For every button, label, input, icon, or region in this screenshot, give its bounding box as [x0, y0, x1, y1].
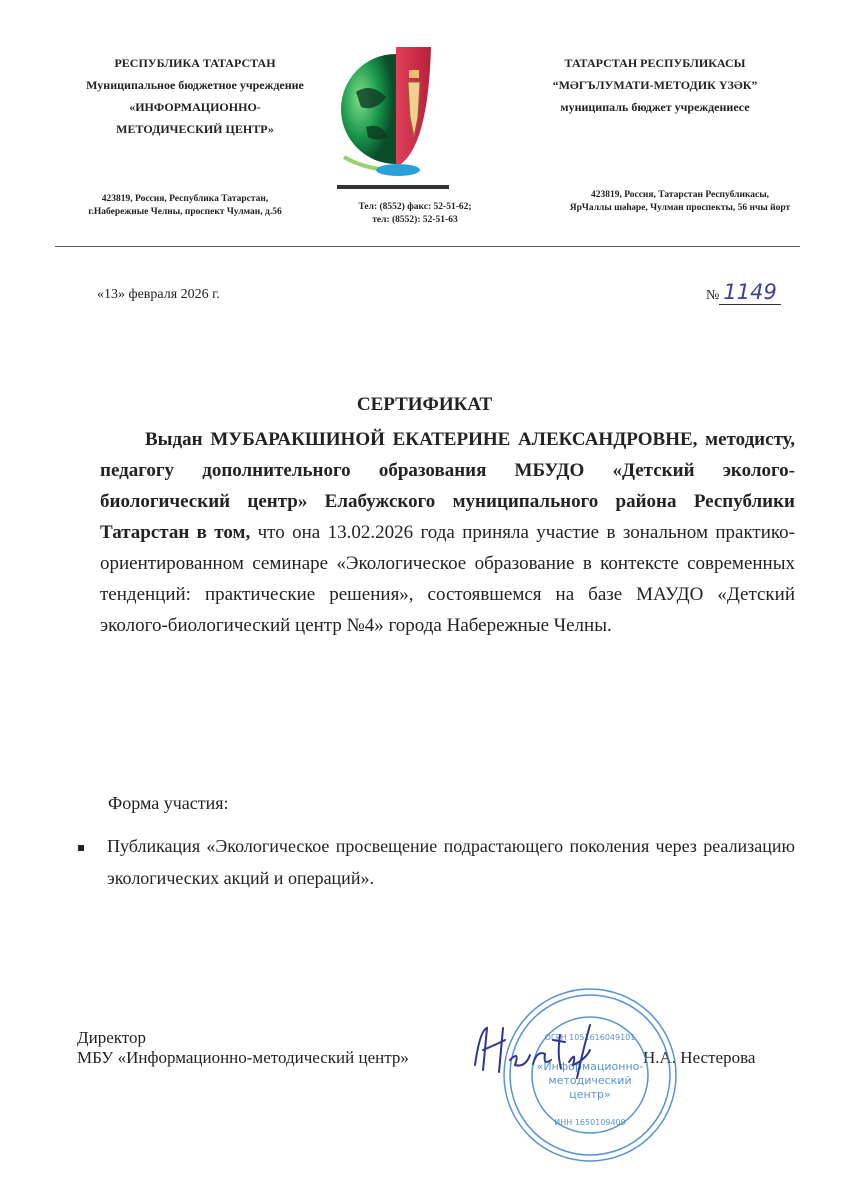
signer-position: Директор [77, 1028, 146, 1047]
header-left-line1: РЕСПУБЛИКА ТАТАРСТАН [114, 56, 276, 70]
header-right [525, 52, 785, 118]
phone-line: Тел: (8552) факс: 52-51-62; [358, 202, 472, 212]
organization-logo [336, 42, 456, 177]
body-bold: Выдан МУБАРАКШИНОЙ ЕКАТЕРИНЕ АЛЕКСАНДРОВНЕ, методисту, педагогу дополнительного образования МБУДО «Детский эколого-биологический центр» Елабужского муниципального района Республики Татарстан в том, [100, 429, 795, 543]
number-value: 1149 [719, 280, 780, 305]
svg-text:«Информационно-: «Информационно- [536, 1060, 644, 1073]
header-left-line4: МЕТОДИЧЕСКИЙ ЦЕНТР» [116, 122, 274, 136]
header-right-address [545, 189, 815, 215]
number-label: № [706, 288, 720, 303]
address-line: 423819, Россия, Республика Татарстан, [101, 194, 269, 204]
svg-text:центр»: центр» [569, 1088, 611, 1101]
phone-line: тел: (8552): 52-51-63 [372, 215, 458, 225]
document-date: «13» февраля 2026 г. [97, 287, 220, 302]
document-number [706, 280, 781, 304]
participation-form-label: Форма участия: [108, 793, 229, 813]
header-right-line1: ТАТАРСТАН РЕСПУБЛИКАСЫ [564, 56, 746, 70]
document-title: СЕРТИФИКАТ [356, 394, 493, 415]
header-center-phones [340, 201, 490, 227]
address-line: ЯрЧаллы шәһәре, Чулман проспекты, 56 нчы йорт [569, 203, 791, 213]
header-right-line2: “МӘГЪЛУМАТИ-МЕТОДИК ҮЗӘК” [552, 78, 758, 92]
svg-text:ОГРН 1051616049101: ОГРН 1051616049101 [544, 1033, 636, 1042]
address-line: 423819, Россия, Татарстан Республикасы, [590, 190, 770, 200]
header-right-line3: муниципаль бюджет учреждениесе [560, 100, 750, 114]
handwritten-signature [465, 1020, 625, 1080]
publication-item: Публикация «Экологическое просвещение подрастающего поколения через реализацию экологических акций и операций». [107, 836, 795, 888]
bullet-icon [78, 845, 84, 851]
header-left-address [55, 193, 315, 219]
certificate-body [100, 424, 795, 641]
body-text: что она 13.02.2026 года приняла участие в зональном практико-ориентированном семинаре «Экологическое образование в контексте современных тенденций: практические решения», состоявшемся на базе МАУДО «Детский эколого-биологический центр №4» города Набережные Челны. [100, 522, 795, 636]
signer-name: Н.А. Нестерова [643, 1048, 756, 1067]
svg-text:ИНН 1650109409: ИНН 1650109409 [554, 1118, 626, 1127]
header-left [60, 52, 330, 140]
header-left-line3: «ИНФОРМАЦИОННО- [129, 100, 261, 114]
address-line: г.Набережные Челны, проспект Чулман, д.56 [88, 207, 282, 217]
logo-divider [337, 185, 449, 189]
signer-organization: МБУ «Информационно-методический центр» [77, 1048, 409, 1067]
header-left-line2: Муниципальное бюджетное учреждение [86, 78, 304, 92]
svg-text:методический: методический [548, 1074, 632, 1087]
header-rule [55, 246, 800, 247]
